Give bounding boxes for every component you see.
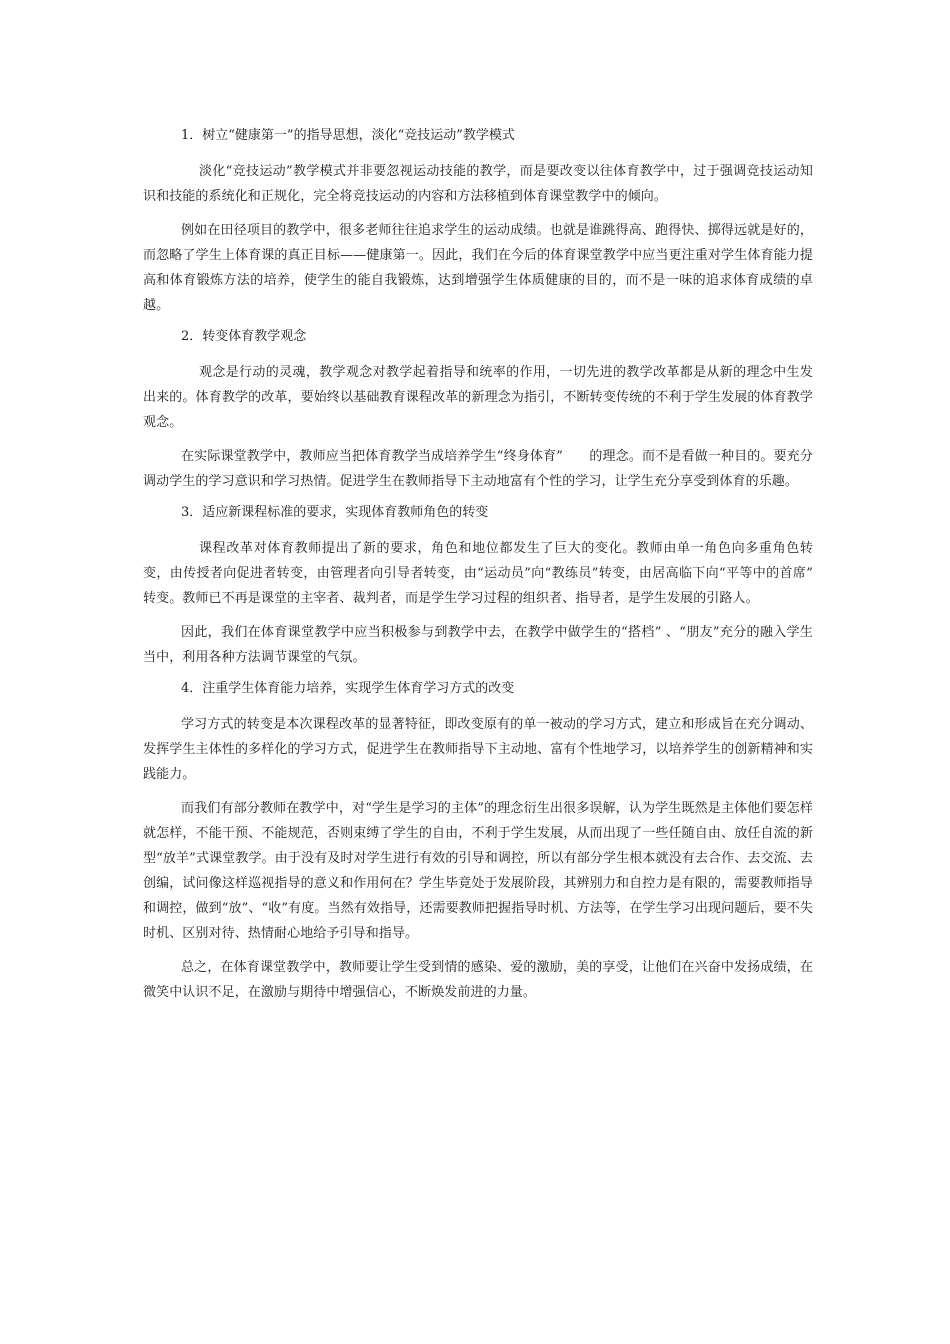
section-1-paragraph-1: 淡化“竞技运动”教学模式并非要忽视运动技能的教学，而是要改变以往体育教学中，过于强调竞技运动知识和技能的系统化和正规化，完全将竞技运动的内容和方法移植到体育课堂教学中的倾向。 xyxy=(143,164,813,204)
section-2-paragraph-1: 观念是行动的灵魂，教学观念对教学起着指导和统率的作用，一切先进的教学改革都是从新的理念中生发出来的。体育教学的改革，要始终以基础教育课程改革的新理念为指引，不断转变传统的不利于学生发展的体育教学观念。 xyxy=(143,365,813,430)
section-4-heading: 4．注重学生体育能力培养，实现学生体育学习方式的改变 xyxy=(181,681,515,696)
section-4-paragraph-1: 学习方式的转变是本次课程改革的显著特征，即改变原有的单一被动的学习方式，建立和形成旨在充分调动、发挥学生主体性的多样化的学习方式，促进学生在教师指导下主动地、富有个性地学习，以培养学生的创新精神和实践能力。 xyxy=(143,717,813,782)
section-4-paragraph-2: 而我们有部分教师在教学中，对“学生是学习的主体”的理念衍生出很多误解，认为学生既然是主体他们要怎样就怎样，不能干预、不能规范，否则束缚了学生的自由，不利于学生发展，从而出现了一些任随自由、放任自流的新型“放羊”式课堂教学。由于没有及时对学生进行有效的引导和调控，所以有部分学生根本就没有去合作、去交流、去创编，试问像这样巡视指导的意义和作用何在？学生毕竟处于发展阶段，其辨别力和自控力是有限的，需要教师指导和调控，做到“放”、“收”有度。当然有效指导，还需要教师把握指导时机、方法等，在学生学习出现问题后，要不失时机、区别对待、热情耐心地给予引导和指导。 xyxy=(143,801,813,941)
section-3-paragraph-2: 因此，我们在体育课堂教学中应当积极参与到教学中去，在教学中做学生的“搭档” 、“朋友”充分的融入学生当中，利用各种方法调节课堂的气氛。 xyxy=(143,625,813,665)
section-2-heading: 2．转变体育教学观念 xyxy=(181,329,307,344)
section-1-paragraph-2: 例如在田径项目的教学中，很多老师往往追求学生的运动成绩。也就是谁跳得高、跑得快、掷得远就是好的，而忽略了学生上体育课的真正目标——健康第一。因此，我们在今后的体育课堂教学中应当更注重对学生体育能力提高和体育锻炼方法的培养，使学生的能自我锻炼，达到增强学生体质健康的目的，而不是一味的追求体育成绩的卓越。 xyxy=(143,223,813,313)
section-3-heading: 3．适应新课程标准的要求，实现体育教师角色的转变 xyxy=(181,505,489,520)
section-2-paragraph-2: 在实际课堂教学中，教师应当把体育教学当成培养学生“终身体育” 的理念。而不是看做一种目的。要充分调动学生的学习意识和学习热情。促进学生在教师指导下主动地富有个性的学习，让学生充分享受到体育的乐趣。 xyxy=(143,449,813,489)
section-4-paragraph-3: 总之，在体育课堂教学中，教师要让学生受到情的感染、爱的激励，美的享受，让他们在兴奋中发扬成绩，在微笑中认识不足，在激励与期待中增强信心，不断焕发前进的力量。 xyxy=(143,960,813,1000)
document-body xyxy=(143,126,813,1014)
section-3-paragraph-1: 课程改革对体育教师提出了新的要求，角色和地位都发生了巨大的变化。教师由单一角色向多重角色转变，由传授者向促进者转变，由管理者向引导者转变，由“运动员”向“教练员”转变，由居高临下向“平等中的首席” 转变。教师已不再是课堂的主宰者、裁判者，而是学生学习过程的组织者、指导者，是学生发展的引路人。 xyxy=(143,541,813,606)
section-1-heading: 1．树立“健康第一”的指导思想，淡化“竞技运动”教学模式 xyxy=(181,128,515,143)
